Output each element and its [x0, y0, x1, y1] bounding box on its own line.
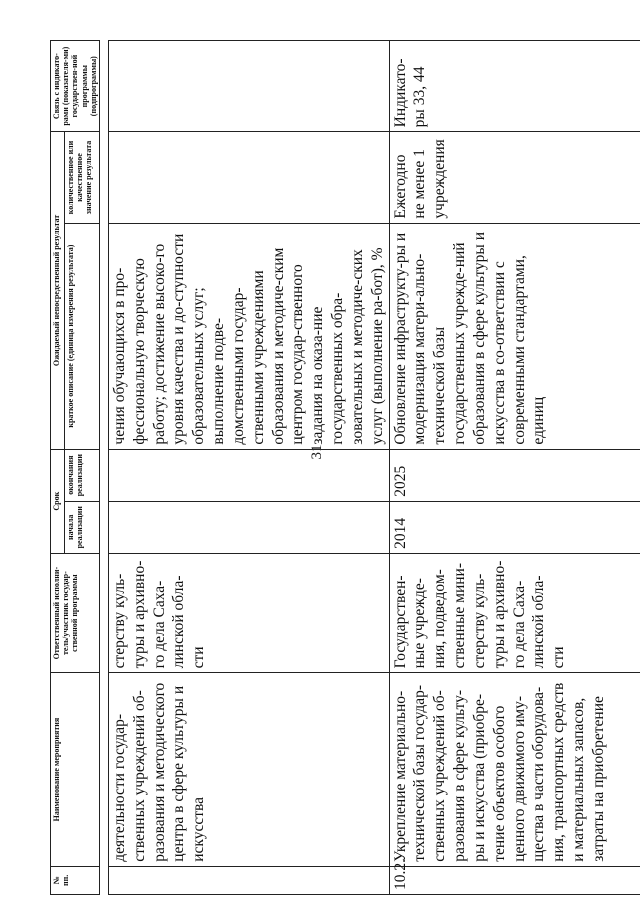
- term-start: [108, 501, 389, 553]
- header-term-end: окончания реализации: [64, 449, 99, 501]
- header-num: № пп.: [51, 866, 100, 894]
- header-expected-desc: краткое описание (единица измерения результата): [64, 223, 99, 449]
- row-number: 10.2.: [389, 866, 640, 894]
- header-link: Связь с индикато-рами (показателя-ми) государствен-ной программы (подпрограммы): [51, 41, 100, 132]
- term-end: [108, 449, 389, 501]
- term-start: 2014: [389, 501, 640, 553]
- header-spacer-row: [99, 41, 108, 895]
- result-description: Обновление инфраструкту-ры и модернизация матери-ально-технической базы государственных учрежде-ний образования в сфере культуры и искусства в со-ответствии с современными стандартами, единиц: [389, 223, 640, 449]
- result-description: чения обучающихся в про-фессиональную творческую работу; достижение высоко-го уровня качества и до-ступности образовательных услуг; выполнение подве-домственными государ-ственными учреждениями образования и методиче-ским центром государ-ственного задания на оказа-ние государственных обра-зовательных и методиче-ских услуг (выполнение ра-бот), %: [108, 223, 389, 449]
- page-number: 31: [309, 444, 325, 460]
- rotated-table-container: [50, 40, 620, 895]
- header-responsible: Ответственный исполни-тель/участник государ-ственной программы: [51, 553, 100, 673]
- responsible-executor: стерству куль-туры и архивно-го дела Саха-линской обла-сти: [108, 553, 389, 673]
- activity-name: деятельности государ-ственных учреждений об-разования и методического центра в сфере культуры и искусства: [108, 673, 389, 866]
- indicator-link: [108, 41, 389, 132]
- header-expected: Ожидаемый непосредственный результат: [51, 132, 65, 449]
- term-end: 2025: [389, 449, 640, 501]
- header-expected-value: количественное или качественное значение результата: [64, 132, 99, 223]
- responsible-executor: Государствен-ные учрежде-ния, подведом-ственные мини-стерству куль-туры и архивно-го дела Саха-линской обла-сти: [389, 553, 640, 673]
- header-name: Наименование мероприятия: [51, 673, 100, 866]
- header-term-start: начала реализации: [64, 501, 99, 553]
- program-activities-table: [50, 40, 640, 895]
- header-term: Срок: [51, 449, 65, 553]
- result-value: Ежегодно не менее 1 учреждения: [389, 132, 640, 223]
- row-number: [108, 866, 389, 894]
- table-row: [108, 41, 389, 895]
- indicator-link: Индикато-ры 33, 44: [389, 41, 640, 132]
- table-row: [389, 41, 640, 895]
- activity-name: Укрепление материально-технической базы государ-ственных учреждений об-разования в сфере культу-ры и искусства (приобре-тение объектов особого ценного движимого иму-щества в части оборудова-ния, транспортных средств и материальных запасов, затраты на приобретение: [389, 673, 640, 866]
- result-value: [108, 132, 389, 223]
